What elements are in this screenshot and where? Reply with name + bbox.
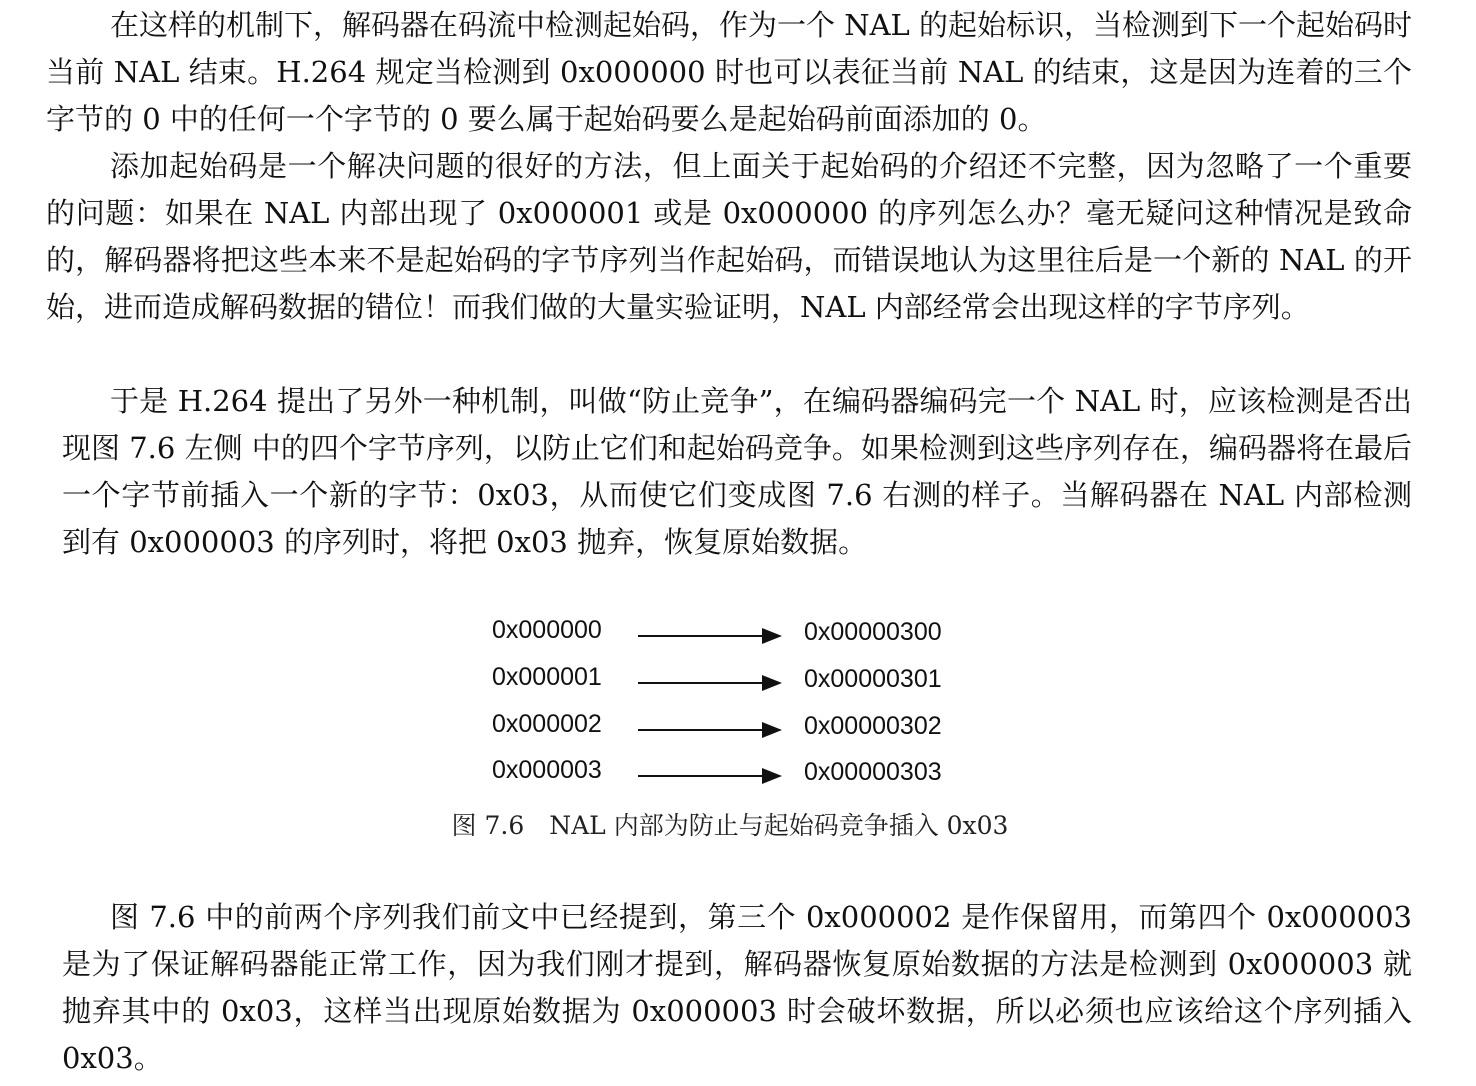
right-arrow-icon xyxy=(638,766,782,786)
original-sequence: 0x000002 xyxy=(492,710,602,738)
escaped-sequence: 0x00000300 xyxy=(804,618,942,646)
right-arrow-icon xyxy=(638,720,782,740)
paragraph-figure-explanation: 图 7.6 中的前两个序列我们前文中已经提到，第三个 0x000002 是作保留用，而第四个 0x000003 是为了保证解码器能正常工作，因为我们刚才提到，解码器恢复原始数据的方法是检测到 0x000003 就抛弃其中的 0x03，这样当出现原始数据为 0x000003 时会破坏数据，所以必须也应该给这个序列插入 0x03。 xyxy=(62,900,1412,1075)
original-sequence: 0x000001 xyxy=(492,663,602,691)
paragraph-start-code-problem: 添加起始码是一个解决问题的很好的方法，但上面关于起始码的介绍还不完整，因为忽略了一个重要的问题：如果在 NAL 内部出现了 0x000001 或是 0x000000 的序列怎么办？毫无疑问这种情况是致命的，解码器将把这些本来不是起始码的字节序列当作起始码，而错误地认为这里往后是一个新的 NAL 的开始，进而造成解码数据的错位！而我们做的大量实验证明，NAL 内部经常会出现这样的字节序列。 xyxy=(46,149,1412,324)
figure-row xyxy=(480,752,1000,792)
escaped-sequence: 0x00000302 xyxy=(804,712,942,740)
original-sequence: 0x000000 xyxy=(492,616,602,644)
paragraph-start-code-mechanism: 在这样的机制下，解码器在码流中检测起始码，作为一个 NAL 的起始标识，当检测到下一个起始码时当前 NAL 结束。H.264 规定当检测到 0x000000 时也可以表征当前 NAL 的结束，这是因为连着的三个字节的 0 中的任何一个字节的 0 要么属于起始码要么是起始码前面添加的 0。 xyxy=(46,8,1413,136)
escaped-sequence: 0x00000303 xyxy=(804,758,942,786)
right-arrow-icon xyxy=(638,673,782,693)
paragraph-emulation-prevention: 于是 H.264 提出了另外一种机制，叫做“防止竞争”，在编码器编码完一个 NAL 时，应该检测是否出现图 7.6 左侧 中的四个字节序列，以防止它们和起始码竞争。如果检测到这些序列存在，编码器将在最后一个字节前插入一个新的字节：0x03，从而使它们变成图 7.6 右测的样子。当解码器在 NAL 内部检测到有 0x000003 的序列时，将把 0x03 抛弃，恢复原始数据。 xyxy=(62,384,1412,559)
figure-caption: 图 7.6 NAL 内部为防止与起始码竞争插入 0x03 xyxy=(451,811,1009,840)
escaped-sequence: 0x00000301 xyxy=(804,665,942,693)
figure-row xyxy=(480,612,1000,652)
original-sequence: 0x000003 xyxy=(492,756,602,784)
figure-emulation-prevention xyxy=(480,612,1000,812)
figure-row xyxy=(480,659,1000,699)
right-arrow-icon xyxy=(638,626,782,646)
figure-row xyxy=(480,706,1000,746)
